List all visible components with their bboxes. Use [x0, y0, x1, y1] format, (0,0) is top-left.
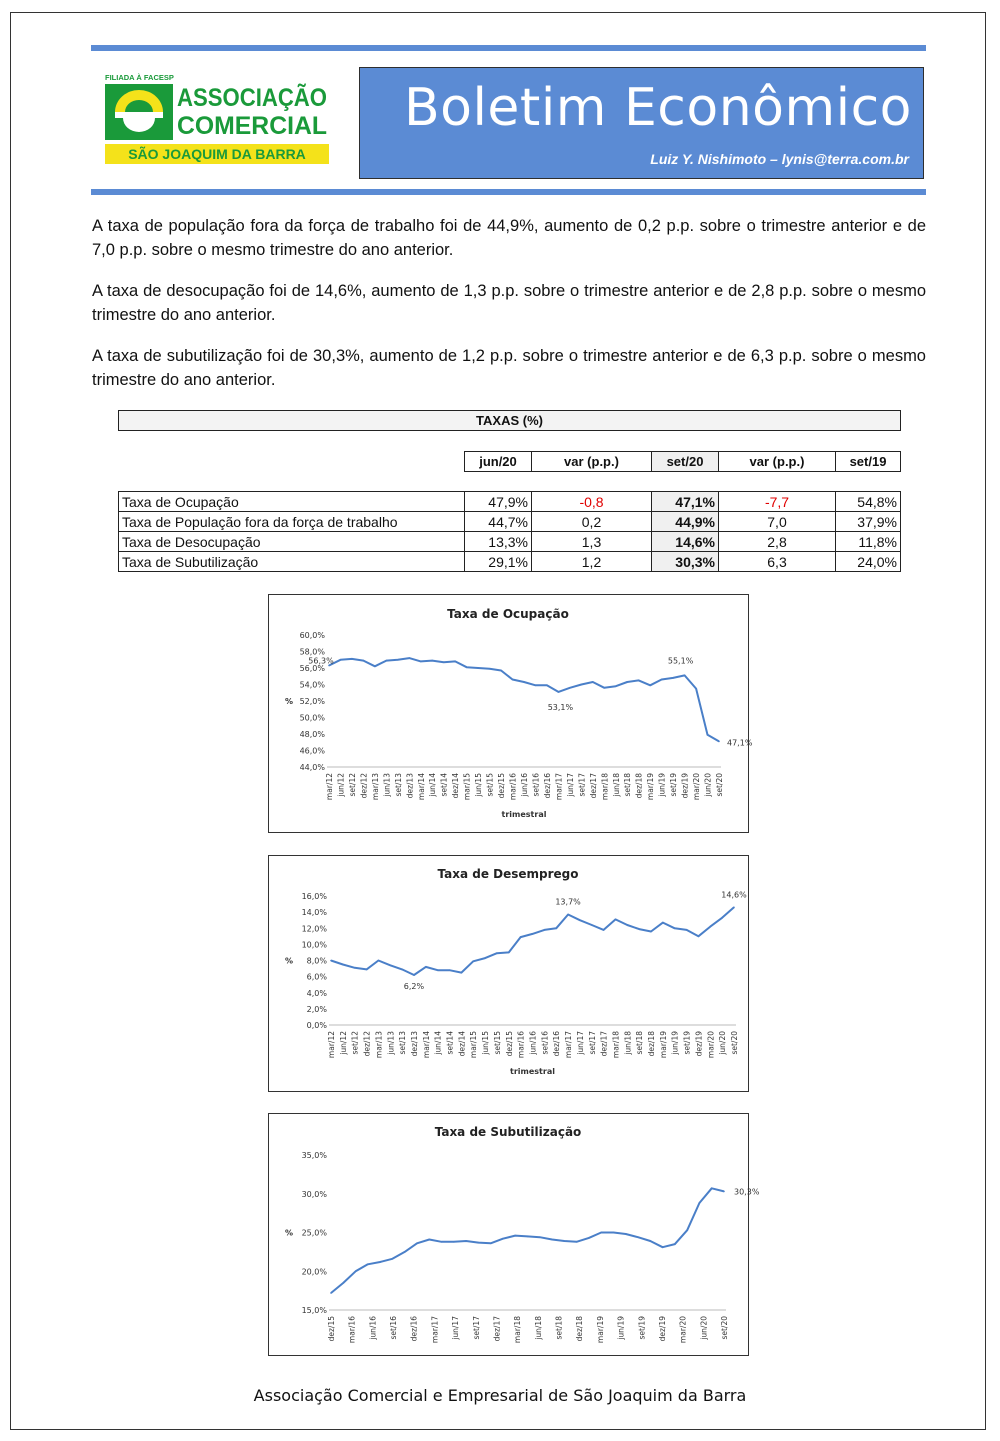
data-point — [367, 1264, 369, 1266]
data-point — [512, 679, 514, 681]
x-tick-label: set/19 — [669, 773, 679, 797]
x-tick-label: jun/15 — [481, 1031, 491, 1055]
cell-set19: 11,8% — [836, 532, 901, 552]
data-point — [588, 1237, 590, 1239]
header-top-rule — [91, 45, 926, 51]
x-tick-label: dez/16 — [542, 773, 552, 799]
x-tick-label: mar/19 — [646, 773, 656, 801]
x-tick-label: jun/19 — [616, 1316, 626, 1340]
data-point — [374, 666, 376, 668]
x-tick-label: mar/14 — [416, 773, 426, 801]
rates-table — [118, 491, 901, 572]
x-tick-label: dez/19 — [680, 773, 690, 799]
data-point — [390, 965, 392, 967]
data-point — [416, 1243, 418, 1245]
data-point — [330, 1292, 332, 1294]
x-tick-label: set/14 — [445, 1031, 455, 1055]
data-point — [650, 1240, 652, 1242]
cell-var2: 6,3 — [719, 552, 836, 572]
x-tick-label: mar/20 — [678, 1316, 688, 1344]
association-logo — [103, 72, 347, 168]
cell-set20: 30,3% — [652, 552, 719, 572]
chart-underutilization — [268, 1113, 760, 1356]
data-point — [355, 1271, 357, 1273]
data-label: 55,1% — [667, 656, 694, 666]
data-point — [674, 928, 676, 930]
data-point — [686, 929, 688, 931]
data-point — [710, 926, 712, 928]
series-line — [331, 907, 734, 975]
svg-text:COMERCIAL: COMERCIAL — [177, 112, 327, 140]
bulletin-author: Luiz Y. Nishimoto – lynis@terra.com.br — [650, 151, 909, 167]
x-tick-label: set/13 — [393, 773, 403, 797]
x-tick-label: dez/17 — [588, 773, 598, 799]
data-point — [379, 1261, 381, 1263]
row-label: Taxa de População fora da força de trabalho — [119, 512, 465, 532]
data-point — [477, 667, 479, 669]
series-line — [329, 658, 719, 741]
data-point — [576, 1241, 578, 1243]
data-point — [449, 969, 451, 971]
data-point — [461, 972, 463, 974]
cell-var1: 1,3 — [532, 532, 652, 552]
x-tick-label: jun/16 — [368, 1316, 378, 1340]
table-row — [119, 552, 901, 572]
y-tick-label: 6,0% — [306, 972, 327, 982]
x-tick-label: mar/17 — [554, 773, 564, 801]
y-tick-label: 2,0% — [306, 1004, 327, 1014]
chart-title: Taxa de Ocupação — [447, 607, 569, 621]
data-point — [401, 969, 403, 971]
x-tick-label: dez/13 — [405, 773, 415, 799]
x-tick-label: jun/19 — [657, 773, 667, 797]
data-point — [592, 681, 594, 683]
cell-var2: 7,0 — [719, 512, 836, 532]
x-tick-label: jun/15 — [474, 773, 484, 797]
data-point — [454, 661, 456, 663]
x-tick-label: mar/13 — [370, 773, 380, 801]
y-tick-label: 12,0% — [301, 924, 327, 934]
y-tick-label: 46,0% — [299, 746, 325, 756]
data-point — [404, 1251, 406, 1253]
cell-var2: 2,8 — [719, 532, 836, 552]
x-axis-label: trimestral — [510, 1067, 555, 1076]
paragraph-underutilization: A taxa de subutilização foi de 30,3%, aumento de 1,2 p.p. sobre o trimestre anterior e de 6,3 p.p. sobre o mesmo trimestre do ano anterior. — [92, 347, 926, 389]
x-tick-label: jun/18 — [611, 773, 621, 797]
chart-underutilization-svg — [269, 1114, 760, 1354]
x-tick-label: jun/17 — [451, 1316, 461, 1340]
x-tick-label: dez/17 — [492, 1316, 502, 1342]
x-tick-label: jun/14 — [428, 773, 438, 797]
y-tick-label: 10,0% — [301, 940, 327, 950]
x-tick-label: jun/17 — [565, 773, 575, 797]
data-point — [409, 657, 411, 659]
x-tick-label: set/16 — [531, 773, 541, 797]
x-tick-label: dez/14 — [451, 773, 461, 799]
data-point — [330, 960, 332, 962]
x-tick-label: dez/17 — [599, 1031, 609, 1057]
column-header: var (p.p.) — [532, 452, 652, 472]
data-point — [661, 679, 663, 681]
data-point — [555, 928, 557, 930]
data-label: 30,3% — [734, 1187, 760, 1197]
data-point — [544, 929, 546, 931]
x-tick-label: set/20 — [720, 1316, 729, 1340]
x-tick-label: jun/18 — [623, 1031, 633, 1055]
y-tick-label: 14,0% — [301, 908, 327, 918]
data-point — [626, 681, 628, 683]
x-tick-label: set/12 — [347, 773, 357, 797]
data-point — [723, 1191, 725, 1193]
y-tick-label: 16,0% — [301, 892, 327, 901]
data-point — [514, 1235, 516, 1237]
x-tick-label: mar/18 — [513, 1316, 523, 1344]
data-point — [363, 660, 365, 662]
y-tick-label: 48,0% — [299, 730, 325, 739]
data-point — [684, 675, 686, 677]
bulletin-title: Boletim Econômico — [404, 78, 912, 138]
data-point — [650, 931, 652, 933]
chart-occupation-svg — [269, 595, 753, 831]
x-tick-label: dez/16 — [552, 1031, 562, 1057]
x-tick-label: mar/17 — [430, 1316, 440, 1344]
y-tick-label: 58,0% — [299, 647, 325, 657]
x-tick-label: dez/13 — [409, 1031, 419, 1057]
data-point — [420, 661, 422, 663]
x-tick-label: mar/18 — [600, 773, 610, 801]
x-tick-label: set/18 — [623, 773, 633, 797]
data-point — [527, 1236, 529, 1238]
cell-var1: -0,8 — [532, 492, 652, 512]
x-tick-label: dez/14 — [457, 1031, 467, 1057]
data-point — [591, 924, 593, 926]
y-tick-label: 25,0% — [301, 1228, 327, 1238]
x-tick-label: mar/20 — [706, 1031, 716, 1059]
x-tick-label: dez/18 — [634, 773, 644, 799]
x-tick-label: mar/15 — [469, 1031, 479, 1059]
data-label: 13,7% — [555, 897, 581, 907]
x-tick-label: set/19 — [637, 1316, 647, 1340]
x-tick-label: set/19 — [682, 1031, 692, 1055]
cell-set19: 24,0% — [836, 552, 901, 572]
bulletin-banner — [359, 67, 924, 179]
x-tick-label: set/18 — [554, 1316, 564, 1340]
data-point — [615, 919, 617, 921]
paragraph-unemployment: A taxa de desocupação foi de 14,6%, aumento de 1,3 p.p. sobre o trimestre anterior e de 2,8 p.p. sobre o mesmo trimestre do ano anterior. — [92, 282, 926, 324]
x-tick-label: set/17 — [577, 773, 587, 797]
data-point — [569, 687, 571, 689]
data-point — [698, 936, 700, 938]
y-tick-label: 20,0% — [301, 1267, 327, 1277]
data-point — [386, 660, 388, 662]
svg-text:SÃO JOAQUIM DA BARRA: SÃO JOAQUIM DA BARRA — [128, 146, 306, 162]
chart-unemployment — [268, 855, 749, 1092]
data-point — [672, 677, 674, 679]
x-tick-label: jun/16 — [520, 773, 529, 797]
data-point — [425, 966, 427, 968]
data-point — [443, 661, 445, 663]
data-point — [674, 1243, 676, 1245]
x-tick-label: jun/12 — [338, 1031, 348, 1055]
data-point — [579, 919, 581, 921]
data-point — [613, 1232, 615, 1234]
x-tick-label: jun/13 — [386, 1031, 396, 1055]
y-tick-label: 30,0% — [301, 1189, 327, 1199]
x-axis-label: trimestral — [501, 810, 547, 819]
x-tick-label: dez/15 — [497, 773, 507, 799]
data-point — [721, 917, 723, 919]
x-tick-label: mar/16 — [516, 1031, 526, 1059]
data-point — [429, 1239, 431, 1241]
data-point — [604, 687, 606, 689]
data-point — [638, 928, 640, 930]
table-column-headers — [464, 451, 901, 472]
x-tick-label: dez/12 — [362, 1031, 372, 1057]
data-point — [711, 1188, 713, 1190]
data-point — [686, 1229, 688, 1231]
x-tick-label: set/20 — [730, 1031, 739, 1055]
x-tick-label: dez/18 — [575, 1316, 585, 1342]
data-point — [500, 670, 502, 672]
y-tick-label: 60,0% — [299, 631, 325, 640]
y-tick-label: 44,0% — [299, 763, 325, 772]
x-tick-label: dez/12 — [359, 773, 369, 799]
x-tick-label: set/14 — [439, 773, 449, 797]
cell-set19: 54,8% — [836, 492, 901, 512]
x-tick-label: mar/13 — [374, 1031, 384, 1059]
data-point — [343, 1282, 345, 1284]
data-point — [397, 659, 399, 661]
x-tick-label: dez/15 — [327, 1316, 336, 1342]
x-tick-label: jun/20 — [718, 1031, 728, 1055]
data-point — [625, 1233, 627, 1235]
y-tick-label: 8,0% — [306, 956, 327, 966]
y-tick-label: 50,0% — [299, 713, 325, 723]
data-point — [502, 1238, 504, 1240]
data-point — [437, 969, 439, 971]
x-tick-label: dez/15 — [504, 1031, 514, 1057]
x-tick-label: set/13 — [398, 1031, 408, 1055]
y-tick-label: 4,0% — [306, 988, 327, 998]
cell-var1: 0,2 — [532, 512, 652, 532]
table-title: TAXAS (%) — [118, 410, 901, 431]
x-tick-label: jun/20 — [699, 1316, 709, 1340]
data-point — [649, 685, 651, 687]
data-point — [366, 969, 368, 971]
y-tick-label: 54,0% — [299, 680, 325, 690]
cell-jun20: 44,7% — [465, 512, 532, 532]
data-point — [508, 952, 510, 954]
x-tick-label: mar/18 — [611, 1031, 621, 1059]
data-point — [627, 924, 629, 926]
data-point — [564, 1240, 566, 1242]
cell-set20: 14,6% — [652, 532, 719, 552]
data-point — [478, 1242, 480, 1244]
data-point — [733, 907, 735, 909]
data-point — [600, 1232, 602, 1234]
x-tick-label: jun/16 — [528, 1031, 538, 1055]
y-tick-label: 0,0% — [306, 1021, 327, 1030]
data-point — [466, 666, 468, 668]
chart-unemployment-svg — [269, 856, 747, 1090]
cell-var2: -7,7 — [719, 492, 836, 512]
data-point — [342, 964, 344, 966]
table-row — [119, 532, 901, 552]
data-point — [532, 933, 534, 935]
data-point — [637, 1236, 639, 1238]
data-label: 6,2% — [403, 982, 425, 992]
x-tick-label: dez/19 — [657, 1316, 667, 1342]
chart-title: Taxa de Subutilização — [434, 1125, 582, 1139]
y-axis-label: % — [284, 1228, 294, 1238]
column-header: set/20 — [652, 452, 719, 472]
data-point — [490, 1243, 492, 1245]
data-point — [496, 952, 498, 954]
x-tick-label: jun/19 — [670, 1031, 680, 1055]
x-tick-label: set/20 — [715, 773, 724, 797]
data-point — [638, 680, 640, 682]
x-tick-label: set/17 — [587, 1031, 597, 1055]
data-label: 53,1% — [547, 702, 574, 712]
y-axis-label: % — [284, 697, 294, 706]
data-label: 56,3% — [308, 656, 334, 666]
y-tick-label: 35,0% — [301, 1151, 327, 1160]
x-tick-label: mar/15 — [462, 773, 472, 801]
data-point — [523, 681, 525, 683]
x-tick-label: mar/16 — [508, 773, 518, 801]
data-point — [453, 1241, 455, 1243]
y-tick-label: 52,0% — [299, 697, 325, 706]
x-tick-label: jun/17 — [575, 1031, 585, 1055]
data-point — [354, 967, 356, 969]
x-tick-label: set/12 — [350, 1031, 360, 1055]
x-tick-label: set/15 — [492, 1031, 502, 1055]
x-tick-label: jun/14 — [433, 1031, 443, 1055]
cell-set20: 47,1% — [652, 492, 719, 512]
x-tick-label: mar/20 — [692, 773, 702, 801]
x-tick-label: dez/18 — [647, 1031, 657, 1057]
x-tick-label: mar/12 — [325, 773, 334, 801]
cell-var1: 1,2 — [532, 552, 652, 572]
chart-occupation — [268, 594, 753, 833]
svg-text:ASSOCIAÇÃO: ASSOCIAÇÃO — [177, 84, 347, 112]
x-tick-label: mar/14 — [421, 1031, 431, 1059]
column-header: jun/20 — [465, 452, 532, 472]
data-point — [615, 685, 617, 687]
row-label: Taxa de Desocupação — [119, 532, 465, 552]
x-tick-label: mar/12 — [327, 1031, 336, 1059]
chart-title: Taxa de Desemprego — [437, 867, 579, 881]
data-point — [662, 922, 664, 924]
data-point — [567, 914, 569, 916]
data-point — [603, 929, 605, 931]
x-tick-label: dez/16 — [409, 1316, 419, 1342]
x-tick-label: jun/20 — [703, 773, 713, 797]
data-point — [707, 734, 709, 736]
x-tick-label: dez/19 — [694, 1031, 704, 1057]
column-header: var (p.p.) — [719, 452, 836, 472]
x-tick-label: mar/19 — [595, 1316, 605, 1344]
data-point — [520, 936, 522, 938]
data-point — [551, 1239, 553, 1241]
data-point — [431, 660, 433, 662]
data-point — [472, 961, 474, 963]
x-tick-label: jun/12 — [336, 773, 346, 797]
table-row — [119, 512, 901, 532]
data-point — [413, 974, 415, 976]
logo-emblem-icon — [105, 84, 173, 140]
cell-jun20: 13,3% — [465, 532, 532, 552]
cell-jun20: 29,1% — [465, 552, 532, 572]
x-tick-label: set/17 — [471, 1316, 481, 1340]
data-point — [581, 684, 583, 686]
row-label: Taxa de Ocupação — [119, 492, 465, 512]
data-point — [699, 1202, 701, 1204]
data-point — [662, 1246, 664, 1248]
paragraph-outside-labor-force: A taxa de população fora da força de trabalho foi de 44,9%, aumento de 0,2 p.p. sobre o trimestre anterior e de 7,0 p.p. sobre o mesmo trimestre do ano anterior. — [92, 217, 926, 259]
data-point — [378, 960, 380, 962]
data-point — [351, 658, 353, 660]
table-row — [119, 492, 901, 512]
data-point — [484, 957, 486, 959]
y-tick-label: 15,0% — [301, 1306, 327, 1315]
x-tick-label: set/16 — [540, 1031, 550, 1055]
x-tick-label: set/15 — [485, 773, 495, 797]
cell-jun20: 47,9% — [465, 492, 532, 512]
data-point — [340, 659, 342, 661]
data-point — [465, 1240, 467, 1242]
data-point — [539, 1236, 541, 1238]
data-point — [535, 685, 537, 687]
y-axis-label: % — [284, 956, 294, 966]
data-point — [489, 668, 491, 670]
data-point — [546, 685, 548, 687]
row-label: Taxa de Subutilização — [119, 552, 465, 572]
column-header: set/19 — [836, 452, 901, 472]
cell-set20: 44,9% — [652, 512, 719, 532]
svg-text:FILIADA À FACESP: FILIADA À FACESP — [105, 73, 174, 82]
x-tick-label: set/18 — [635, 1031, 645, 1055]
data-point — [718, 741, 720, 743]
data-point — [441, 1241, 443, 1243]
data-point — [392, 1258, 394, 1260]
y-tick-label: 56,0% — [299, 664, 325, 673]
x-tick-label: mar/16 — [347, 1316, 357, 1344]
x-tick-label: set/16 — [389, 1316, 399, 1340]
cell-set19: 37,9% — [836, 512, 901, 532]
series-line — [331, 1188, 724, 1293]
x-tick-label: jun/13 — [382, 773, 392, 797]
data-point — [558, 691, 560, 693]
footer-text: Associação Comercial e Empresarial de São Joaquim da Barra — [253, 1386, 747, 1405]
x-tick-label: mar/17 — [564, 1031, 574, 1059]
data-label: 14,6% — [721, 890, 747, 900]
data-label: 47,1% — [727, 738, 753, 748]
x-tick-label: mar/19 — [658, 1031, 668, 1059]
data-point — [695, 688, 697, 690]
x-tick-label: jun/18 — [533, 1316, 543, 1340]
header-bottom-rule — [91, 189, 926, 195]
